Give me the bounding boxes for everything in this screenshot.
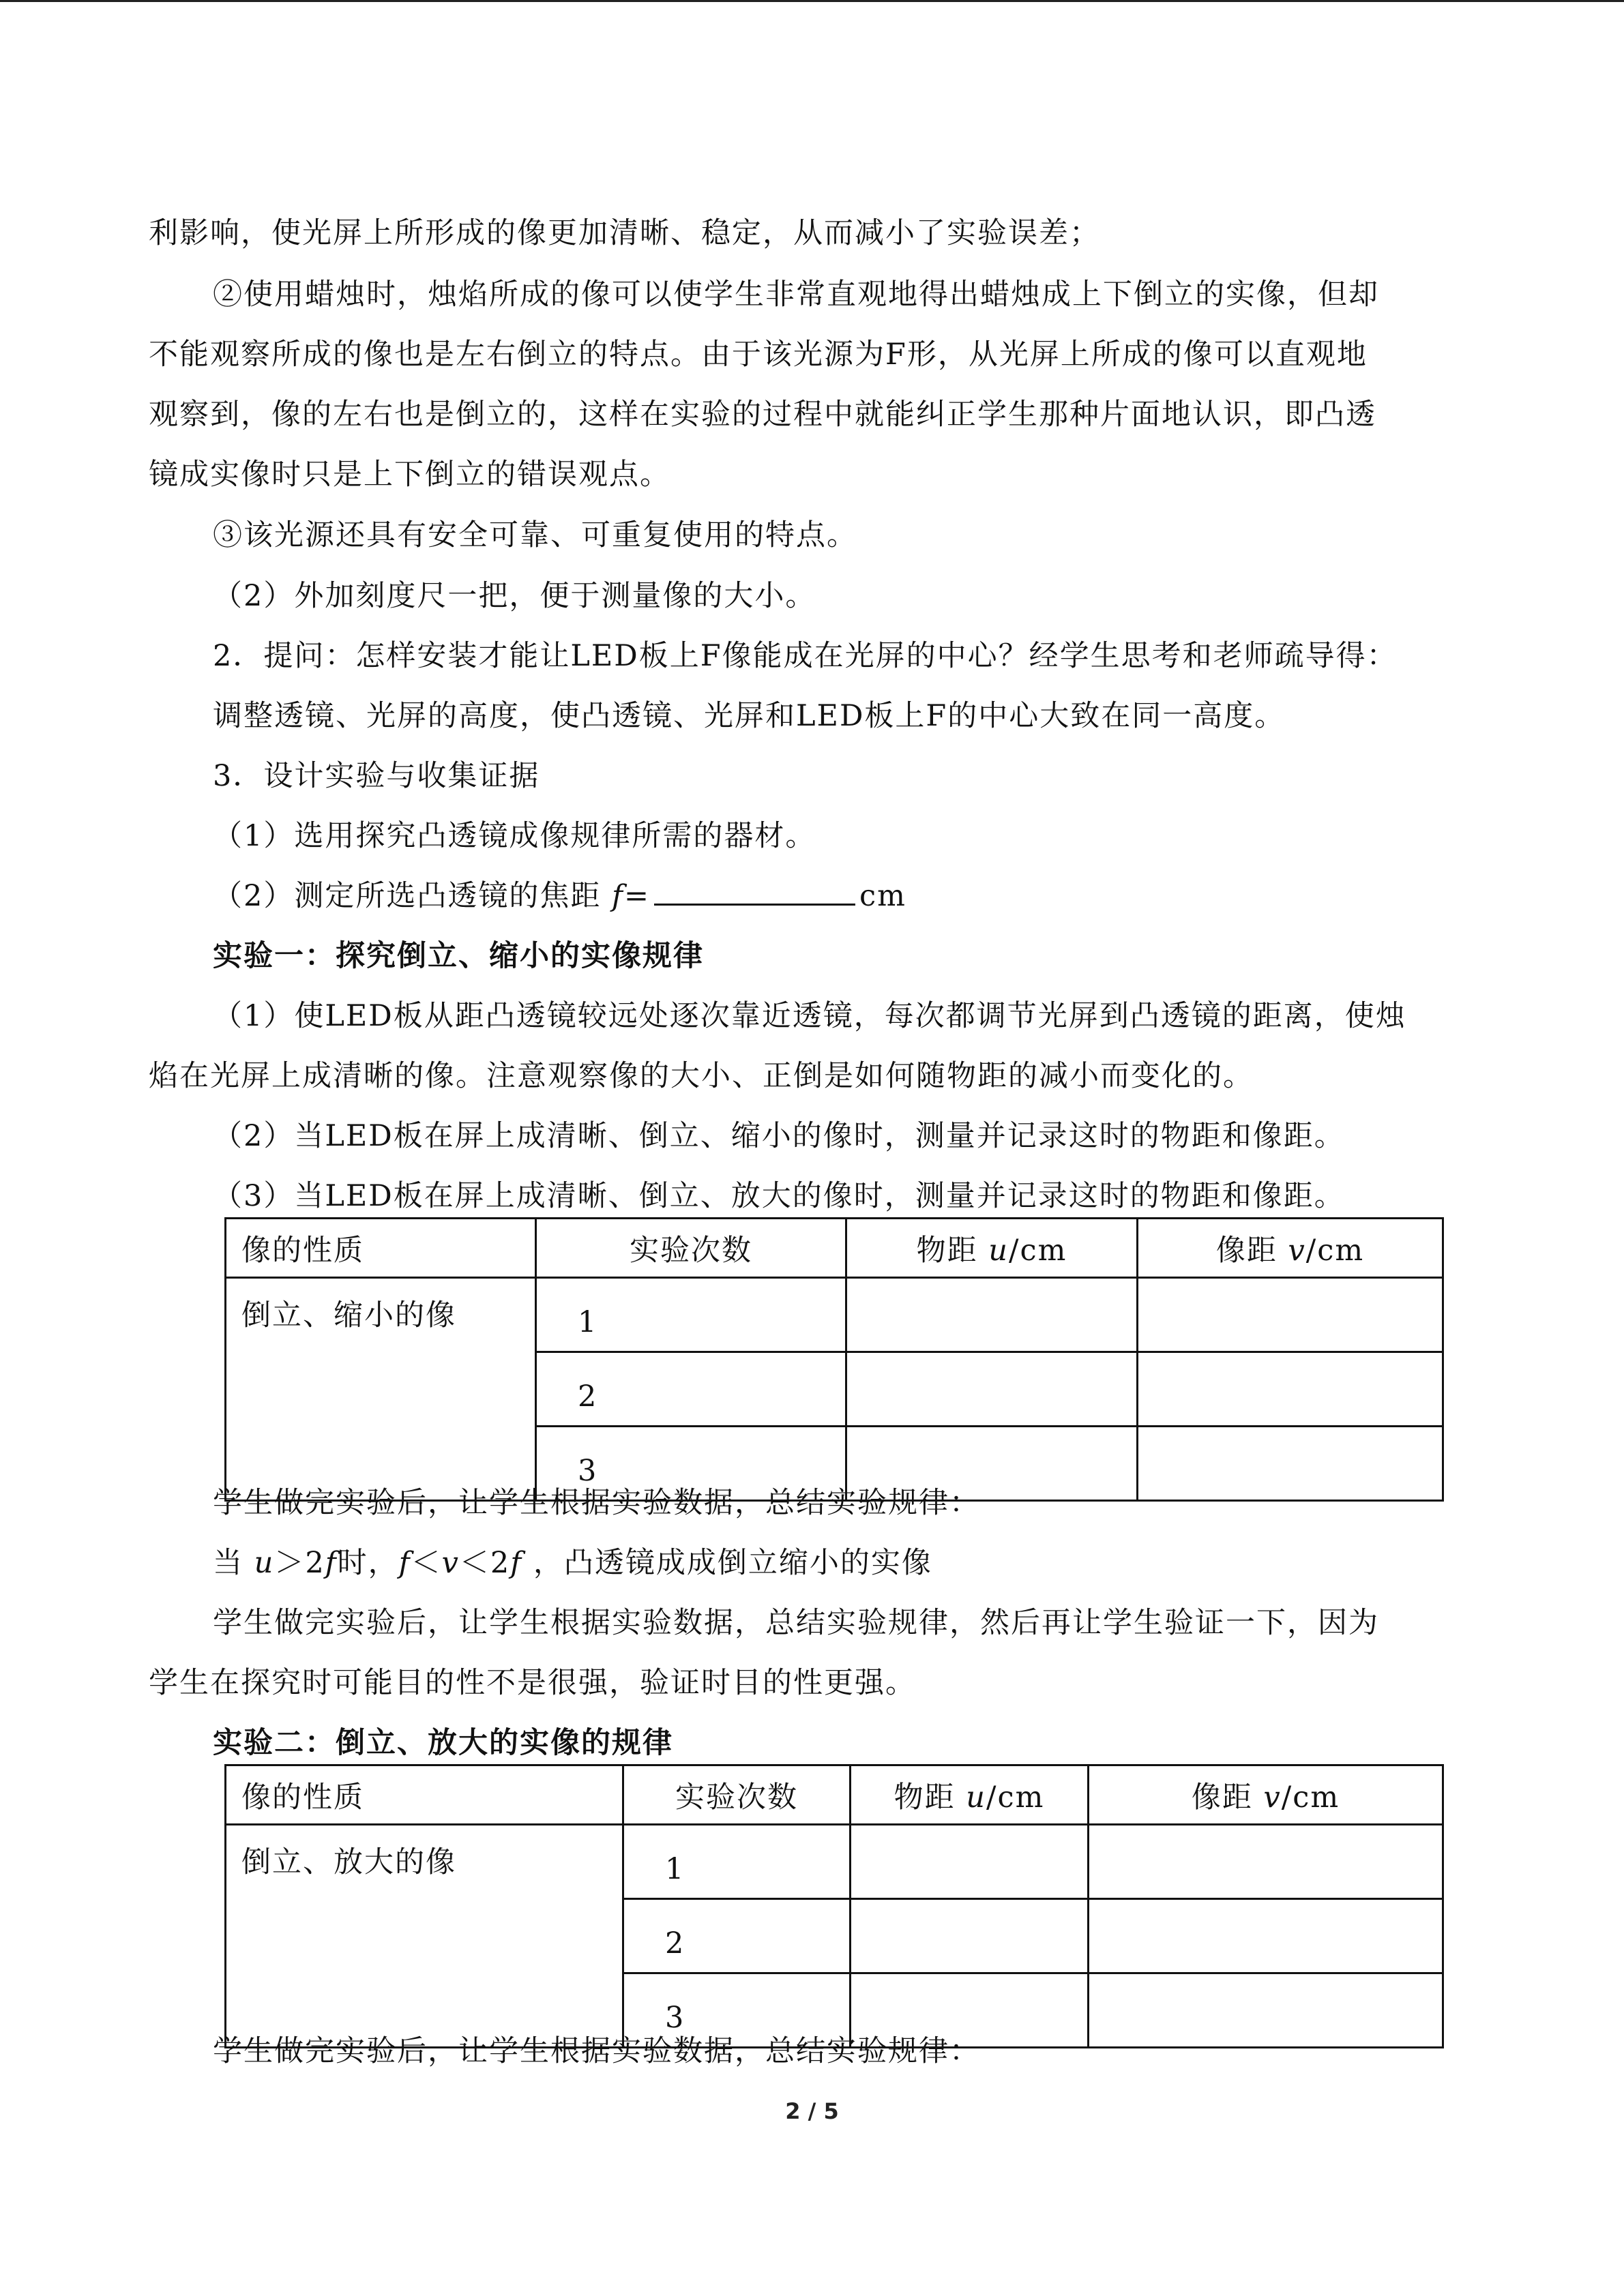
page-number: 2 / 5 — [785, 2098, 839, 2124]
paragraph-text: 学生在探究时可能目的性不是很强，验证时目的性更强。 — [149, 1666, 916, 1700]
paragraph-text: 利影响，使光屏上所形成的像更加清晰、稳定，从而减小了实验误差； — [149, 216, 1100, 250]
paragraph-text: （2）外加刻度尺一把，便于测量像的大小。 — [213, 579, 816, 613]
header-property: 像的性质 — [226, 1219, 536, 1278]
object-distance-cell[interactable] — [851, 1825, 1089, 1899]
property-cell: 倒立、缩小的像 — [226, 1278, 536, 1501]
trial-cell: 3 — [536, 1427, 846, 1501]
paragraph-text: （2）当LED板在屏上成清晰、倒立、缩小的像时，测量并记录这时的物距和像距。 — [213, 1119, 1345, 1153]
trial-cell: 1 — [536, 1278, 846, 1352]
paragraph-text: （3）当LED板在屏上成清晰、倒立、放大的像时，测量并记录这时的物距和像距。 — [213, 1179, 1345, 1213]
object-distance-cell[interactable] — [846, 1352, 1138, 1427]
focal-symbol: f — [612, 879, 624, 913]
paragraph-text: （1）使LED板从距凸透镜较远处逐次靠近透镜，每次都调节光屏到凸透镜的距离，使烛 — [213, 999, 1406, 1033]
experiment2-title: 实验二：倒立、放大的实像的规律 — [213, 1726, 673, 1760]
paragraph-text: ②使用蜡烛时，烛焰所成的像可以使学生非常直观地得出蜡烛成上下倒立的实像，但却 — [213, 278, 1379, 312]
header-object-distance: 物距 u/cm — [846, 1219, 1138, 1278]
table-row — [226, 1278, 1443, 1352]
image-distance-cell[interactable] — [1089, 1973, 1443, 2048]
page-top-border — [0, 0, 1624, 2]
paragraph-text: 学生做完实验后，让学生根据实验数据，总结实验规律，然后再让学生验证一下，因为 — [213, 1606, 1379, 1640]
paragraph-text: 2．提问：怎样安装才能让LED板上F像能成在光屏的中心？经学生思考和老师疏导得： — [213, 639, 1398, 673]
rule-line: 当 u＞2f时，f＜v＜2f ，凸透镜成成倒立缩小的实像 — [213, 1546, 932, 1580]
trial-cell: 2 — [536, 1352, 846, 1427]
image-distance-cell[interactable] — [1138, 1278, 1443, 1352]
paragraph-text: ③该光源还具有安全可靠、可重复使用的特点。 — [213, 518, 857, 552]
paragraph-text: 镜成实像时只是上下倒立的错误观点。 — [149, 458, 670, 492]
paragraph-text: 调整透镜、光屏的高度，使凸透镜、光屏和LED板上F的中心大致在同一高度。 — [213, 699, 1286, 733]
paragraph-text: （1）选用探究凸透镜成像规律所需的器材。 — [213, 819, 816, 853]
focal-length-line — [213, 876, 906, 916]
table-header-row — [226, 1219, 1443, 1278]
image-distance-cell[interactable] — [1089, 1825, 1443, 1899]
experiment1-title: 实验一：探究倒立、缩小的实像规律 — [213, 939, 704, 973]
paragraph-text: 不能观察所成的像也是左右倒立的特点。由于该光源为F形，从光屏上所成的像可以直观地 — [149, 338, 1368, 372]
section-heading: 3．设计实验与收集证据 — [213, 759, 540, 793]
property-cell: 倒立、放大的像 — [226, 1825, 623, 2048]
image-distance-cell[interactable] — [1089, 1899, 1443, 1973]
object-distance-cell[interactable] — [851, 1899, 1089, 1973]
header-object-distance: 物距 u/cm — [851, 1765, 1089, 1825]
focal-length-unit: cm — [859, 879, 906, 913]
paragraph-text: 焰在光屏上成清晰的像。注意观察像的大小、正倒是如何随物距的减小而变化的。 — [149, 1059, 1254, 1093]
header-image-distance: 像距 v/cm — [1138, 1219, 1443, 1278]
header-trial: 实验次数 — [623, 1765, 851, 1825]
trial-cell: 1 — [623, 1825, 851, 1899]
table-row — [226, 1825, 1443, 1899]
header-trial: 实验次数 — [536, 1219, 846, 1278]
paragraph-text: 学生做完实验后，让学生根据实验数据，总结实验规律： — [213, 2034, 980, 2068]
image-distance-cell[interactable] — [1138, 1427, 1443, 1501]
header-property: 像的性质 — [226, 1765, 623, 1825]
experiment2-table — [224, 1764, 1444, 2048]
image-distance-cell[interactable] — [1138, 1352, 1443, 1427]
paragraph-text: 学生做完实验后，让学生根据实验数据，总结实验规律： — [213, 1486, 980, 1520]
trial-cell: 3 — [623, 1973, 851, 2048]
equals-sign: = — [623, 879, 650, 913]
table-header-row — [226, 1765, 1443, 1825]
trial-cell: 2 — [623, 1899, 851, 1973]
header-image-distance: 像距 v/cm — [1089, 1765, 1443, 1825]
object-distance-cell[interactable] — [846, 1278, 1138, 1352]
focal-length-blank[interactable] — [654, 876, 855, 906]
paragraph-text: 观察到，像的左右也是倒立的，这样在实验的过程中就能纠正学生那种片面地认识，即凸透 — [149, 398, 1376, 432]
experiment1-table — [224, 1217, 1444, 1502]
focal-length-label: （2）测定所选凸透镜的焦距 — [213, 879, 612, 913]
